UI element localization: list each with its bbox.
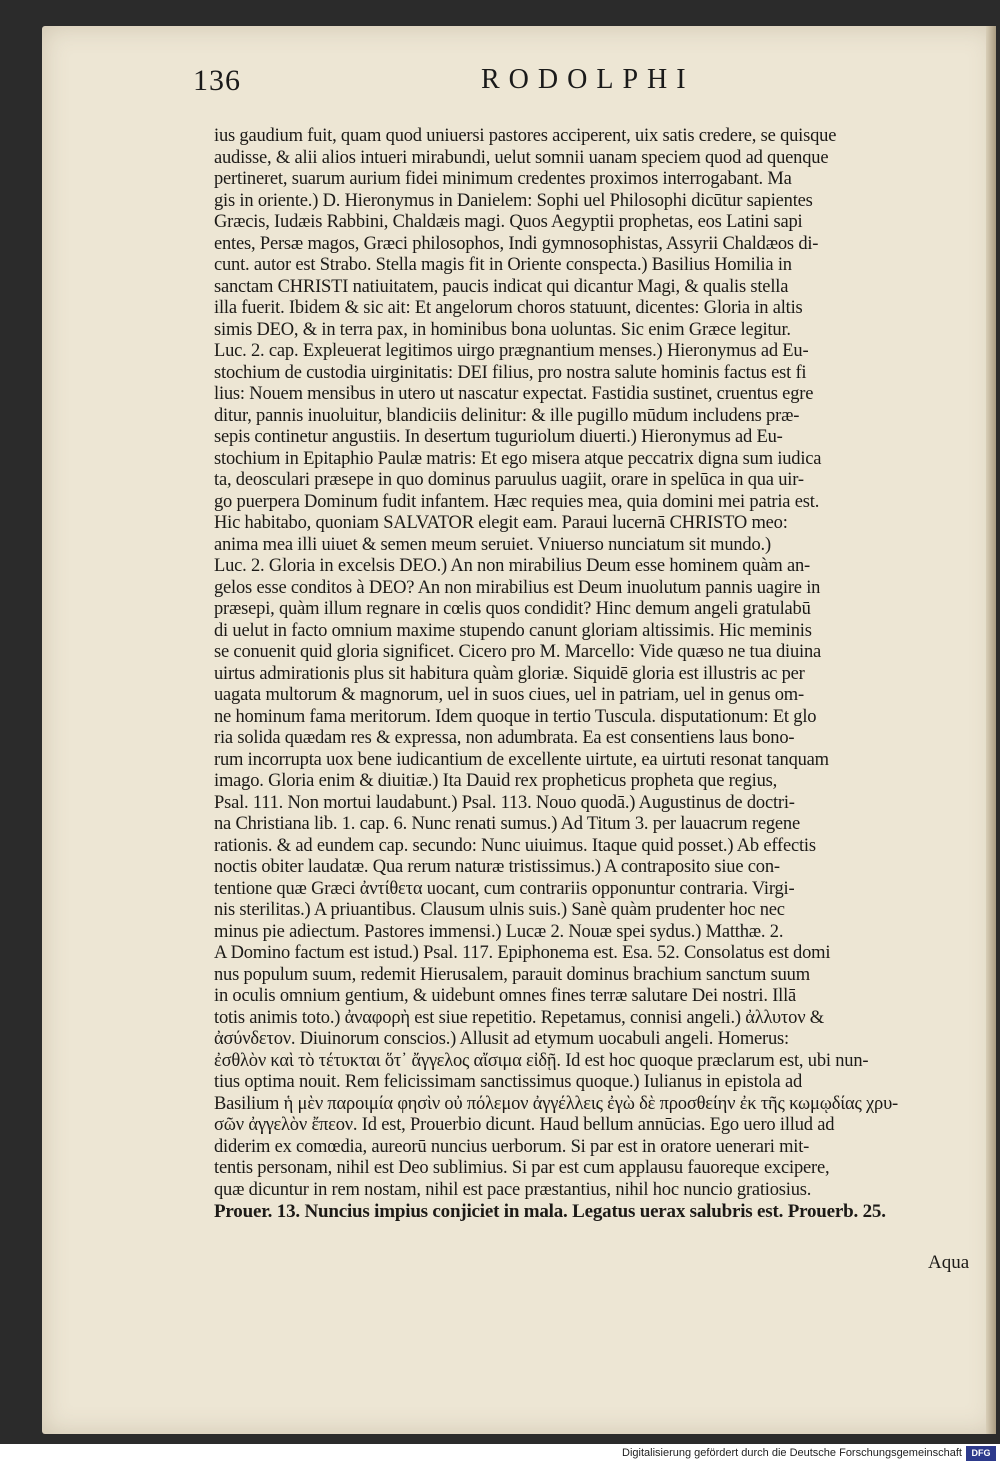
text-line: ria solida quædam res & expressa, non adumbrata. Ea est consentiens laus bono-	[214, 728, 795, 748]
text-line: præsepi, quàm illum regnare in cœlis quos condidit? Hinc demum angeli gratulabū	[214, 599, 811, 619]
text-line: σῶν ἀγγελὸν ἔπεον. Id est, Prouerbio dicunt. Haud bellum annūcias. Ego uero illud ad	[214, 1115, 835, 1135]
text-line: go puerpera Dominum fudit infantem. Hæc requies mea, quia domini mei patria est.	[214, 491, 820, 512]
text-line: sanctam CHRISTI natiuitatem, paucis indicat qui dicantur Magi, & qualis stella	[214, 276, 789, 297]
digitization-footer	[0, 1444, 1000, 1464]
text-line: illa fuerit. Ibidem & sic ait: Et angelorum choros statuunt, dicentes: Gloria in altis	[214, 298, 803, 318]
text-line: ἐσθλὸν καὶ τὸ τέτυκται ὅτ᾽ ἄγγελος αἴσιμα εἰδῇ. Id est hoc quoque præclarum est, ubi nun-	[214, 1050, 869, 1071]
text-line: tius optima nouit. Rem felicissimam sanctissimus quoque.) Iulianus in epistola ad	[214, 1072, 803, 1092]
text-line: Luc. 2. cap. Expleuerat legitimos uirgo prægnantium menses.) Hieronymus ad Eu-	[214, 341, 809, 361]
catchword: Aqua	[928, 1252, 970, 1273]
text-line: minus pie adiectum. Pastores immensi.) Lucæ 2. Nouæ spei sydus.) Matthæ. 2.	[214, 921, 784, 942]
text-line: audisse, & alii alios intueri mirabundi, uelut somnii uanam speciem quod ad quenque	[214, 147, 829, 168]
text-line: quæ dicuntur in rem nostam, nihil est pace præstantius, nihil hoc nuncio gratiosius.	[214, 1179, 812, 1200]
text-line: simis DEO, & in terra pax, in hominibus bona uoluntas. Sic enim Græce legitur.	[214, 319, 791, 340]
page-number: 136	[193, 64, 241, 97]
commentary-text-block	[214, 126, 984, 1223]
text-line: se conuenit quid gloria significet. Cicero pro M. Marcello: Vide quæso ne tua diuina	[214, 642, 822, 662]
funding-credit: Digitalisierung gefördert durch die Deutsche Forschungsgemeinschaft	[622, 1447, 962, 1459]
running-head: RODOLPHI	[481, 64, 695, 95]
text-line: entes, Persæ magos, Græci philosophos, Indi gymnosophistas, Assyrii Chaldæos di-	[214, 233, 819, 254]
text-line: ἀσύνδετον. Diuinorum conscios.) Allusit ad etymum uocabuli angeli. Homerus:	[214, 1029, 789, 1049]
text-line: A Domino factum est istud.) Psal. 117. Epiphonema est. Esa. 52. Consolatus est domi	[214, 943, 831, 963]
page-edge-shadow	[986, 26, 996, 1434]
text-line: ius gaudium fuit, quam quod uniuersi pastores acciperent, uix satis credere, se quisque	[214, 126, 837, 146]
text-line: tentis personam, nihil est Deo sublimius. Si par est cum applausu fauoreque excipere,	[214, 1158, 830, 1178]
text-line: anima mea illi uiuet & semen meum seruiet. Vniuerso nunciatum sit mundo.)	[214, 534, 771, 555]
text-line: Hic habitabo, quoniam SALVATOR elegit eam. Paraui lucernā CHRISTO meo:	[214, 513, 788, 533]
text-line: gis in oriente.) D. Hieronymus in Danielem: Sophi uel Philosophi dicūtur sapientes	[214, 190, 813, 211]
text-line: Græcis, Iudæis Rabbini, Chaldæis magi. Quos Aegyptii prophetas, eos Latini sapi	[214, 212, 803, 232]
text-line: ta, deosculari præsepe in quo dominus paruulus uagiit, orare in spelūca in qua uir-	[214, 470, 804, 490]
text-line: tentione quæ Græci ἀντίθετα uocant, cum contrariis opponuntur contraria. Virgi-	[214, 878, 795, 899]
dfg-logo-icon: DFG	[966, 1446, 996, 1461]
text-line: stochium de custodia uirginitatis: DEI filius, pro nostra salute hominis factus est fi	[214, 362, 807, 383]
text-line: nis sterilitas.) A priuantibus. Clausum ulnis suis.) Sanè quàm prudenter hoc nec	[214, 900, 785, 920]
text-line: di uelut in facto omnium maxime stupendo canunt gloriam altissimis. Hic meminis	[214, 620, 812, 641]
text-line: stochium in Epitaphio Paulæ matris: Et ego misera atque peccatrix digna sum iudica	[214, 448, 822, 469]
text-line: imago. Gloria enim & diuitiæ.) Ita Dauid rex propheticus propheta que regius,	[214, 771, 778, 791]
text-line: noctis obiter laudatæ. Qua rerum naturæ tristissimus.) A contraposito siue con-	[214, 857, 780, 877]
text-line: ne hominum fama meritorum. Idem quoque in tertio Tuscula. disputationum: Et glo	[214, 706, 817, 727]
text-line: ditur, pannis inuoluitur, blandiciis delinitur: & ille pugillo mūdum includens præ-	[214, 405, 800, 426]
text-line: lius: Nouem mensibus in utero ut nascatur expectat. Fastidia sustinet, cruentus egre	[214, 384, 814, 404]
text-line: in oculis omnium gentium, & uidebunt omnes fines terræ salutare Dei nostri. Illā	[214, 986, 797, 1006]
text-line: Luc. 2. Gloria in excelsis DEO.) An non mirabilius Deum esse hominem quàm an-	[214, 556, 811, 576]
text-line: Prouer. 13. Nuncius impius conjiciet in mala. Legatus uerax salubris est. Prouerb. 25.	[214, 1201, 886, 1222]
text-line: rum incorrupta uox bene iudicantium de excellente uirtute, ea uirtuti resonat tanquam	[214, 749, 829, 770]
text-line: uirtus admirationis plus sit habitura quàm gloriæ. Siquidē gloria est illustris ac per	[214, 663, 805, 684]
text-line: totis animis toto.) ἀναφορὴ est siue repetitio. Repetamus, connisi angeli.) ἀλλυτον &	[214, 1007, 824, 1028]
text-line: cunt. autor est Strabo. Stella magis fit in Oriente conspecta.) Basilius Homilia in	[214, 255, 792, 275]
text-line: pertineret, suarum aurium fidei minimum credentes proximos interrogabant. Ma	[214, 169, 792, 189]
text-line: sepis continetur angustiis. In desertum tuguriolum diuerti.) Hieronymus ad Eu-	[214, 427, 783, 447]
text-line: uagata multorum & magnorum, uel in suos ciues, uel in patriam, uel in genus om-	[214, 685, 804, 705]
text-line: na Christiana lib. 1. cap. 6. Nunc renati sumus.) Ad Titum 3. per lauacrum regene	[214, 814, 800, 834]
page-header	[193, 60, 753, 104]
text-line: diderim ex comœdia, aureorū nuncius uerborum. Si par est in oratore uenerari mit-	[214, 1136, 810, 1157]
text-line: gelos esse conditos à DEO? An non mirabilius est Deum inuolutum pannis uagire in	[214, 577, 821, 598]
text-line: nus populum suum, redemit Hierusalem, parauit dominus brachium sanctum suum	[214, 964, 810, 985]
text-line: rationis. & ad eundem cap. secundo: Nunc uiuimus. Itaque quid posset.) Ab effectis	[214, 835, 816, 856]
text-line: Psal. 111. Non mortui laudabunt.) Psal. 113. Nouo quodā.) Augustinus de doctri-	[214, 792, 795, 813]
text-line: Basilium ἡ μὲν παροιμία φησὶν οὐ πόλεμον ἀγγέλλεις ἐγὼ δὲ προσθείην ἐκ τῆς κωμῳδίας χρυ-	[214, 1093, 899, 1114]
